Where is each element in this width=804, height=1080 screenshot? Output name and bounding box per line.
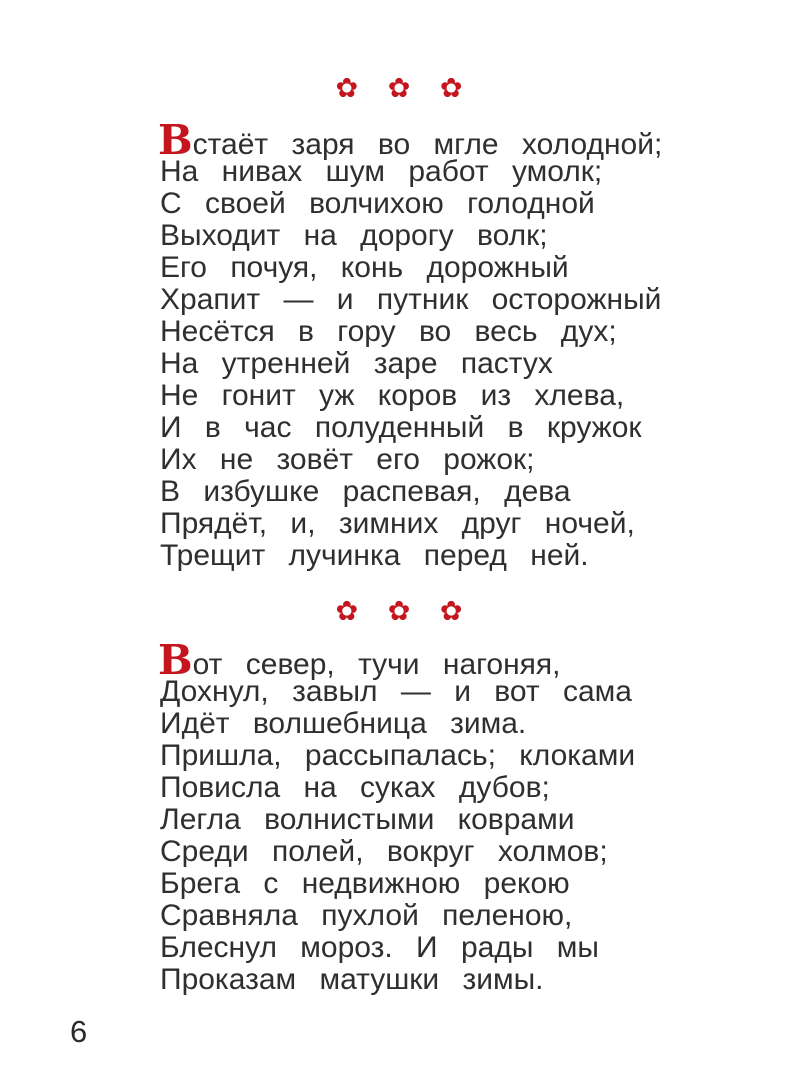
floral-asterisk-icon: ✿ <box>387 596 411 626</box>
poem-separator-2 <box>160 596 638 626</box>
poem-line: Среди полей, вокруг холмов; <box>160 835 608 868</box>
poem-line: Повисла на суках дубов; <box>160 771 550 804</box>
poem-line: Проказам матушки зимы. <box>160 963 544 996</box>
poem-line: Брега с недвижною рекою <box>160 867 570 900</box>
floral-asterisk-icon: ✿ <box>387 73 411 103</box>
poem-line: И в час полуденный в кружок <box>160 411 642 444</box>
poem-line-text: стаёт заря во мгле холодной; <box>192 128 663 161</box>
page-number: 6 <box>70 1014 88 1049</box>
poem-line: На утренней заре пастух <box>160 347 553 380</box>
poem-line: С своей волчихою голодной <box>160 187 595 220</box>
poem-line: Его почуя, конь дорожный <box>160 251 569 284</box>
poem-line: Несётся в гору во весь дух; <box>160 315 617 348</box>
floral-asterisk-icon: ✿ <box>439 596 463 626</box>
poem-line: Не гонит уж коров из хлева, <box>160 379 625 412</box>
poem-line: Их не зовёт его рожок; <box>160 443 535 476</box>
drop-cap-initial: В <box>158 636 193 684</box>
poem-line: На нивах шум работ умолк; <box>160 155 603 188</box>
poem-line <box>158 636 680 684</box>
poem-separator-1 <box>160 73 638 103</box>
poem-line: Трещит лучинка перед ней. <box>160 539 589 572</box>
poem-line: Сравняла пухлой пеленою, <box>160 899 573 932</box>
poem-line: Дохнул, завыл — и вот сама <box>160 675 632 708</box>
floral-asterisk-icon: ✿ <box>335 596 359 626</box>
poem-line <box>158 116 680 164</box>
floral-asterisk-icon: ✿ <box>439 73 463 103</box>
poem-line: Храпит — и путник осторожный <box>160 283 662 316</box>
floral-asterisk-icon: ✿ <box>335 73 359 103</box>
poem-vot-sever <box>158 636 680 996</box>
poem-line: Выходит на дорогу волк; <box>160 219 548 252</box>
poem-line: Блеснул мороз. И рады мы <box>160 931 599 964</box>
poem-vstaet-zarya <box>158 116 680 572</box>
poem-line-text: от север, тучи нагоняя, <box>192 648 561 681</box>
poem-line: Пришла, рассыпалась; клоками <box>160 739 636 772</box>
poem-line: Идёт волшебница зима. <box>160 707 527 740</box>
poem-line: В избушке распевая, дева <box>160 475 571 508</box>
poem-line: Легла волнистыми коврами <box>160 803 575 836</box>
poem-line: Прядёт, и, зимних друг ночей, <box>160 507 635 540</box>
drop-cap-initial: В <box>158 116 193 164</box>
